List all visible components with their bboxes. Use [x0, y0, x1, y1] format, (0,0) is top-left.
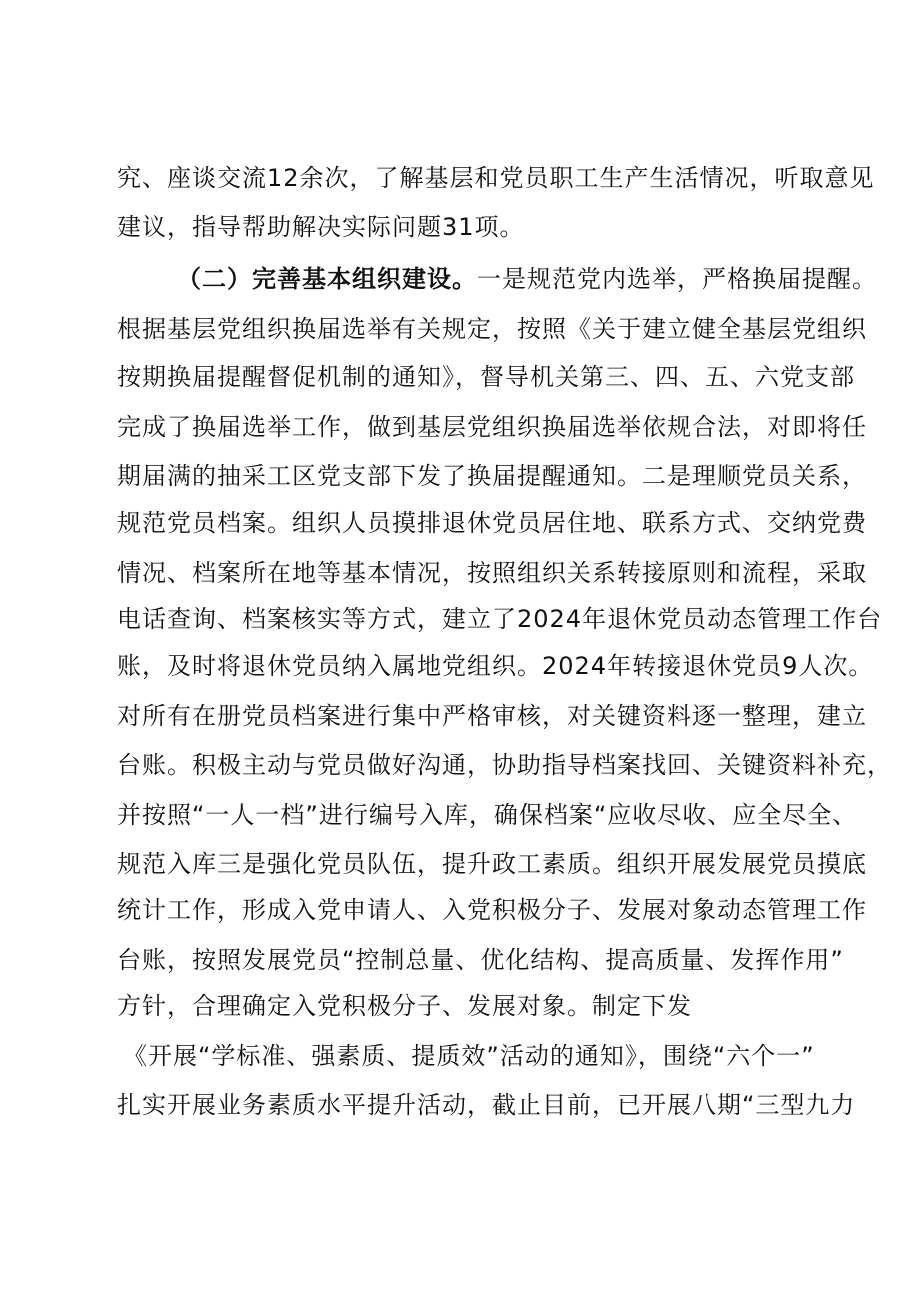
paragraph-line: 并按照“一人一档”进行编号入库，确保档案“应收尽收、应全尽全、: [117, 801, 858, 829]
paragraph-line: 台账。积极主动与党员做好沟通，协助指导档案找回、关键资料补充，: [117, 751, 892, 779]
paragraph-line: 根据基层党组织换届选举有关规定，按照《关于建立健全基层党组织: [117, 315, 867, 343]
paragraph-line: 扎实开展业务素质水平提升活动，截止目前，已开展八期“三型九力: [117, 1091, 856, 1119]
paragraph-line: 情况、档案所在地等基本情况，按照组织关系转接原则和流程，采取: [117, 559, 867, 587]
paragraph-line: 究、座谈交流12余次，了解基层和党员职工生产生活情况，听取意见: [117, 164, 875, 192]
paragraph-line: 方针，合理确定入党积极分子、发展对象。制定下发: [117, 992, 692, 1020]
paragraph-line: 账，及时将退休党员纳入属地党组织。2024年转接退休党员9人次。: [117, 652, 874, 680]
paragraph-line: 按期换届提醒督促机制的通知》，督导机关第三、四、五、六党支部: [117, 363, 855, 391]
paragraph-line: 电话查询、档案核实等方式，建立了2024年退休党员动态管理工作台: [117, 605, 883, 633]
paragraph-line: 台账，按照发展党员“控制总量、优化结构、提高质量、发挥作用”: [117, 946, 844, 974]
paragraph-line: 统计工作，形成入党申请人、入党积极分子、发展对象动态管理工作: [117, 896, 867, 924]
line-text: 一是规范党内选举，严格换届提醒。: [477, 265, 877, 293]
paragraph-line: 规范党员档案。组织人员摸排退休党员居住地、联系方式、交纳党费: [117, 509, 867, 537]
paragraph-line: 期届满的抽采工区党支部下发了换届提醒通知。二是理顺党员关系，: [117, 462, 867, 490]
section-heading: （二）完善基本组织建设。: [177, 265, 477, 293]
paragraph-line: 建议，指导帮助解决实际问题31项。: [117, 213, 525, 241]
paragraph-line: 《开展“学标准、强素质、提质效”活动的通知》，围绕“六个一”: [123, 1042, 815, 1070]
paragraph-line: 对所有在册党员档案进行集中严格审核，对关键资料逐一整理，建立: [117, 702, 867, 730]
paragraph-line: 完成了换届选举工作，做到基层党组织换届选举依规合法，对即将任: [117, 413, 867, 441]
paragraph-line: [177, 264, 877, 294]
paragraph-line: 规范入库三是强化党员队伍，提升政工素质。组织开展发展党员摸底: [117, 850, 867, 878]
